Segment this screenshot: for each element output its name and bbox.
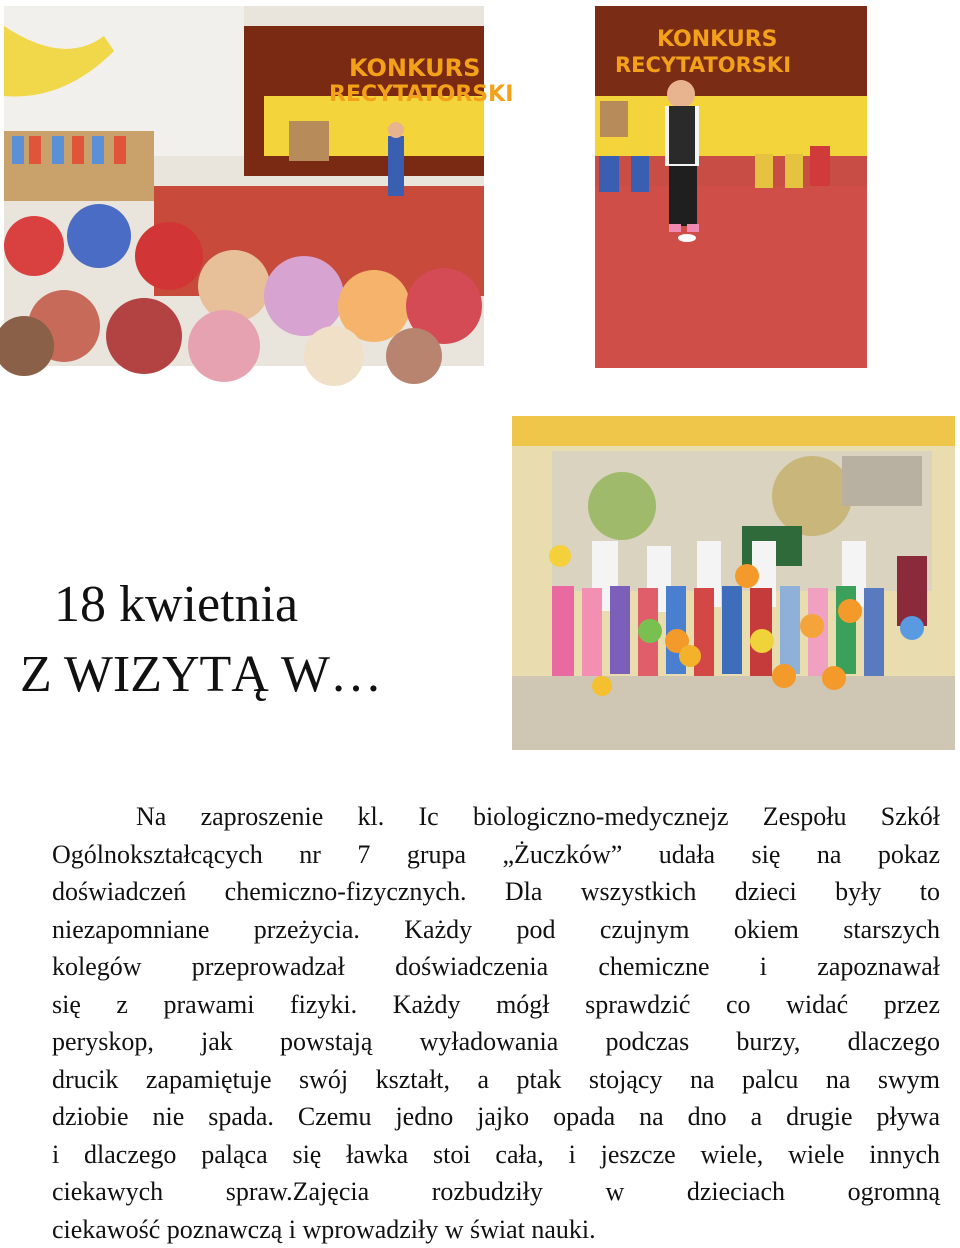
article-body [52, 798, 940, 1248]
body-line: Ogólnokształcących nr 7 grupa „Żuczków” udała się na pokaz [52, 836, 940, 874]
body-line: się z prawami fizyki. Każdy mógł sprawdzić co widać przez [52, 986, 940, 1024]
body-line: i dlaczego paląca się ławka stoi cała, i jeszcze wiele, wiele innych [52, 1136, 940, 1174]
body-line: ciekawych spraw.Zajęcia rozbudziły w dzieciach ogromną [52, 1173, 940, 1211]
body-line: niezapomniane przeżycia. Każdy pod czujnym okiem starszych [52, 911, 940, 949]
group-visit-photo [512, 416, 955, 750]
banner-line2: RECYTATORSKI [329, 82, 513, 107]
heading-title: Z WIZYTĄ W… [20, 640, 500, 710]
body-line: doświadczeń chemiczno-fizycznych. Dla wszystkich dzieci były to [52, 873, 940, 911]
banner-line1: KONKURS [657, 27, 777, 52]
body-line: drucik zapamiętuje swój kształt, a ptak stojący na palcu na swym [52, 1061, 940, 1099]
body-line: peryskop, jak powstają wyładowania podczas burzy, dlaczego [52, 1023, 940, 1061]
banner-line1: KONKURS [349, 54, 480, 82]
page-heading [20, 570, 500, 710]
body-line: dziobie nie spada. Czemu jedno jajko opada na dno a drugie pływa [52, 1098, 940, 1136]
banner-line2: RECYTATORSKI [615, 53, 791, 77]
heading-date: 18 kwietnia [20, 570, 500, 640]
recital-performer-photo [595, 6, 867, 368]
body-line: kolegów przeprowadzał doświadczenia chemiczne i zapoznawał [52, 948, 940, 986]
body-line: ciekawość poznawczą i wprowadziły w świat nauki. [52, 1211, 940, 1248]
body-line: Na zaproszenie kl. Ic biologiczno-medycznejz Zespołu Szkół [52, 798, 940, 836]
recital-audience-photo [4, 6, 484, 366]
